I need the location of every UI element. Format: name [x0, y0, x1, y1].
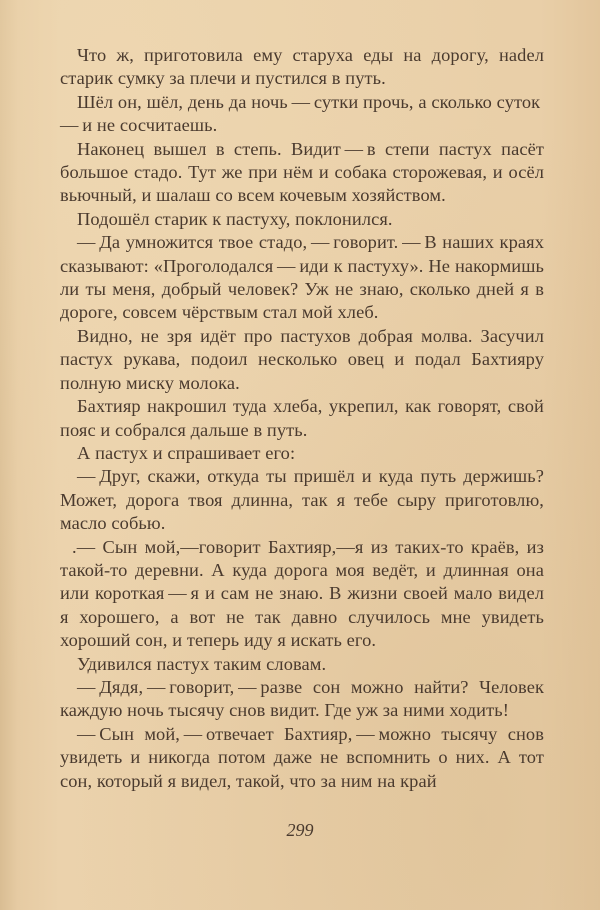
paragraph: Шёл он, шёл, день да ночь — сутки прочь, а сколько суток — и не сосчитаешь.	[60, 91, 544, 136]
paragraph: Удивился пастух таким словам.	[77, 653, 327, 674]
paragraph: — Сын мой, — отвечает Бахтияр, — можно тысячу снов увидеть и никогда потом даже не вспомнить о них. А тот сон, который я видел, такой, что за ним на край	[60, 723, 544, 791]
paragraph: .— Сын мой,—говорит Бахтияр,—я из таких-то краёв, из такой-то деревни. А куда дорога моя ведёт, и длинная она или короткая — я и сам не знаю. В жизни своей мало видел я хорошего, а вот не так давно случилось мне увидеть хороший сон, и теперь иду я искать его.	[60, 536, 544, 651]
paragraph: Видно, не зря идёт про пастухов добрая молва. Засучил пастух рукава, подоил несколько овец и подал Бахтияру полную миску молока.	[60, 325, 544, 393]
paragraph: Что ж, приготовила ему старуха еды на дорогу, наdел старик сумку за плечи и пустился в путь.	[60, 45, 544, 89]
paragraph: Наконец вышел в степь. Видит — в степи пастух пасёт большое стадо. Тут же при нём и собака сторожевая, и осёл вьючный, и шалаш со всем кочевым хозяйством.	[60, 138, 544, 206]
paragraph: Бахтияр накрошил туда хлеба, укрепил, как говорят, свой пояс и собрался дальше в путь.	[60, 396, 544, 440]
paragraph: Подошёл старик к пастуху, поклонился.	[77, 208, 393, 229]
paragraph: — Друг, скажи, откуда ты пришёл и куда путь держишь? Может, дорога твоя длинна, так я тебе сыру приготовлю, масло собью.	[60, 466, 544, 534]
paragraph: А пастух и спрашивает его:	[77, 442, 296, 463]
page-number: 299	[286, 820, 314, 840]
book-page-text	[60, 44, 544, 793]
paragraph: — Да умножится твое стадо, — говорит. — В наших краях сказывают: «Проголодался — иди к пастуху». Не накормишь ли ты меня, добрый человек? Уж не знаю, сколько дней я в дороге, совсем чёрствым стал мой хлеб.	[60, 232, 544, 323]
paragraph: — Дядя, — говорит, — разве сон можно найти? Человек каждую ночь тысячу снов видит. Где уж за ними ходить!	[60, 676, 544, 721]
